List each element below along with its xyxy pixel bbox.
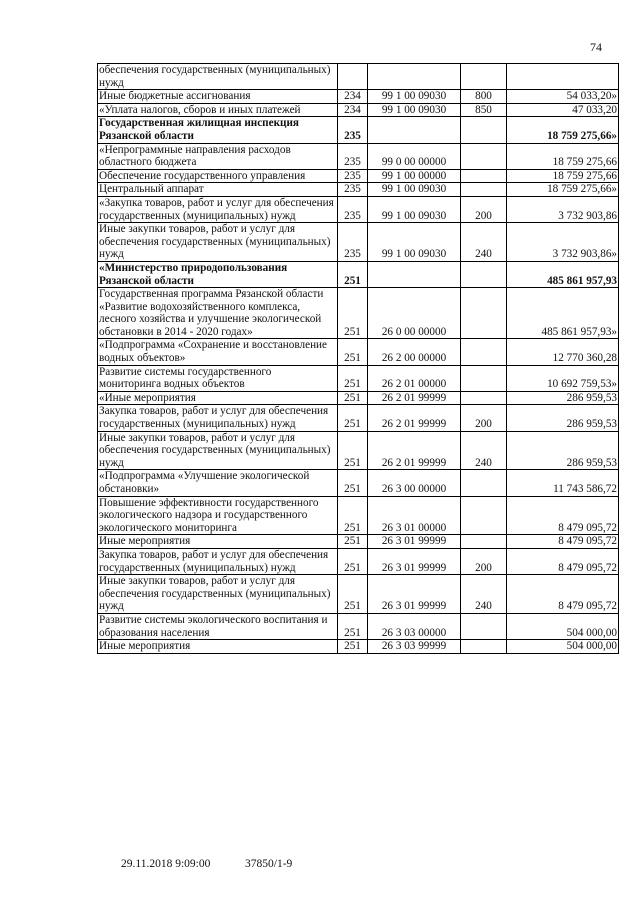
row-expense-type <box>461 64 507 90</box>
table-row <box>98 183 619 197</box>
row-name: Закупка товаров, работ и услуг для обеспечения государственных (муниципальных) нужд <box>98 405 338 431</box>
row-expense-type <box>461 640 507 654</box>
row-name: «Непрограммные направления расходов областного бюджета <box>98 143 338 169</box>
table-row <box>98 391 619 405</box>
row-sum: 286 959,53 <box>507 405 619 431</box>
row-name: обеспечения государственных (муниципальных) нужд <box>98 64 338 90</box>
row-expense-type <box>461 339 507 365</box>
table-row <box>98 339 619 365</box>
row-admin-code: 251 <box>338 431 368 470</box>
table-row <box>98 535 619 549</box>
table-row <box>98 365 619 391</box>
row-name: Развитие системы государственного мониторинга водных объектов <box>98 365 338 391</box>
row-expense-type: 240 <box>461 575 507 614</box>
row-admin-code: 251 <box>338 339 368 365</box>
row-target-code <box>368 261 461 287</box>
table-row <box>98 261 619 287</box>
row-name: Повышение эффективности государственного экологического надзора и государственного экологического мониторинга <box>98 496 338 535</box>
row-expense-type <box>461 613 507 639</box>
table-row <box>98 640 619 654</box>
row-sum: 18 759 275,66» <box>507 183 619 197</box>
table-row <box>98 196 619 222</box>
row-expense-type: 240 <box>461 431 507 470</box>
row-admin-code: 235 <box>338 117 368 143</box>
row-expense-type <box>461 117 507 143</box>
row-expense-type: 200 <box>461 548 507 574</box>
table-row <box>98 405 619 431</box>
row-expense-type <box>461 183 507 197</box>
table-row <box>98 575 619 614</box>
row-sum: 10 692 759,53» <box>507 365 619 391</box>
row-expense-type <box>461 261 507 287</box>
table-row <box>98 548 619 574</box>
table-row <box>98 613 619 639</box>
row-admin-code: 251 <box>338 288 368 339</box>
row-expense-type <box>461 535 507 549</box>
row-target-code: 26 2 01 99999 <box>368 431 461 470</box>
row-name: «Подпрограмма «Сохранение и восстановление водных объектов» <box>98 339 338 365</box>
table-row <box>98 223 619 262</box>
row-target-code: 99 1 00 09030 <box>368 183 461 197</box>
row-sum: 485 861 957,93» <box>507 288 619 339</box>
row-target-code: 99 1 00 09030 <box>368 90 461 104</box>
row-target-code: 99 1 00 09030 <box>368 103 461 117</box>
row-sum: 504 000,00 <box>507 613 619 639</box>
row-name: Иные закупки товаров, работ и услуг для обеспечения государственных (муниципальных) нужд <box>98 223 338 262</box>
row-admin-code: 251 <box>338 261 368 287</box>
row-name: «Иные мероприятия <box>98 391 338 405</box>
row-target-code: 26 3 03 00000 <box>368 613 461 639</box>
row-sum: 18 759 275,66 <box>507 143 619 169</box>
row-sum: 18 759 275,66» <box>507 117 619 143</box>
row-target-code: 26 2 01 99999 <box>368 391 461 405</box>
row-target-code: 99 1 00 09030 <box>368 223 461 262</box>
row-target-code <box>368 64 461 90</box>
row-name: Обеспечение государственного управления <box>98 169 338 183</box>
row-name: Центральный аппарат <box>98 183 338 197</box>
row-target-code: 26 3 01 99999 <box>368 575 461 614</box>
row-target-code <box>368 117 461 143</box>
row-admin-code <box>338 64 368 90</box>
row-sum: 3 732 903,86 <box>507 196 619 222</box>
row-target-code: 99 1 00 09030 <box>368 196 461 222</box>
row-target-code: 26 2 01 00000 <box>368 365 461 391</box>
row-target-code: 26 3 03 99999 <box>368 640 461 654</box>
row-admin-code: 251 <box>338 391 368 405</box>
row-name: «Уплата налогов, сборов и иных платежей <box>98 103 338 117</box>
row-expense-type <box>461 143 507 169</box>
row-sum: 47 033,20 <box>507 103 619 117</box>
row-name: Иные мероприятия <box>98 535 338 549</box>
row-expense-type <box>461 496 507 535</box>
row-admin-code: 251 <box>338 548 368 574</box>
row-target-code: 26 3 01 99999 <box>368 535 461 549</box>
row-target-code: 26 3 01 00000 <box>368 496 461 535</box>
row-name: Иные закупки товаров, работ и услуг для обеспечения государственных (муниципальных) нужд <box>98 431 338 470</box>
row-expense-type <box>461 470 507 496</box>
row-target-code: 26 3 01 99999 <box>368 548 461 574</box>
row-target-code: 26 2 00 00000 <box>368 339 461 365</box>
row-sum: 286 959,53 <box>507 391 619 405</box>
row-admin-code: 251 <box>338 535 368 549</box>
row-admin-code: 251 <box>338 470 368 496</box>
row-name: Иные мероприятия <box>98 640 338 654</box>
row-expense-type: 850 <box>461 103 507 117</box>
row-sum: 504 000,00 <box>507 640 619 654</box>
row-admin-code: 251 <box>338 575 368 614</box>
table-row <box>98 117 619 143</box>
row-sum: 3 732 903,86» <box>507 223 619 262</box>
budget-table <box>97 63 619 654</box>
row-expense-type <box>461 391 507 405</box>
row-name: «Министерство природопользования Рязанской области <box>98 261 338 287</box>
row-admin-code: 251 <box>338 365 368 391</box>
row-admin-code: 234 <box>338 90 368 104</box>
row-sum: 11 743 586,72 <box>507 470 619 496</box>
table-row <box>98 103 619 117</box>
row-admin-code: 235 <box>338 196 368 222</box>
table-row <box>98 431 619 470</box>
row-admin-code: 235 <box>338 223 368 262</box>
row-target-code: 99 1 00 00000 <box>368 169 461 183</box>
row-name: Иные закупки товаров, работ и услуг для обеспечения государственных (муниципальных) нужд <box>98 575 338 614</box>
page-number: 74 <box>590 40 602 54</box>
row-admin-code: 235 <box>338 143 368 169</box>
row-name: Развитие системы экологического воспитания и образования населения <box>98 613 338 639</box>
table-row <box>98 64 619 90</box>
row-admin-code: 235 <box>338 183 368 197</box>
row-sum: 8 479 095,72 <box>507 575 619 614</box>
row-expense-type <box>461 169 507 183</box>
table-row <box>98 470 619 496</box>
table-row <box>98 90 619 104</box>
row-expense-type: 200 <box>461 405 507 431</box>
table-row <box>98 143 619 169</box>
row-expense-type: 200 <box>461 196 507 222</box>
row-target-code: 26 0 00 00000 <box>368 288 461 339</box>
row-expense-type: 800 <box>461 90 507 104</box>
row-name: «Закупка товаров, работ и услуг для обеспечения государственных (муниципальных) нужд <box>98 196 338 222</box>
row-sum: 8 479 095,72 <box>507 496 619 535</box>
row-target-code: 26 2 01 99999 <box>368 405 461 431</box>
row-admin-code: 235 <box>338 169 368 183</box>
row-expense-type <box>461 288 507 339</box>
row-target-code: 26 3 00 00000 <box>368 470 461 496</box>
row-admin-code: 251 <box>338 613 368 639</box>
row-sum: 286 959,53 <box>507 431 619 470</box>
table-row <box>98 288 619 339</box>
table-row <box>98 169 619 183</box>
row-sum: 485 861 957,93 <box>507 261 619 287</box>
row-target-code: 99 0 00 00000 <box>368 143 461 169</box>
row-sum: 8 479 095,72 <box>507 535 619 549</box>
budget-table-body <box>98 64 619 654</box>
row-sum: 8 479 095,72 <box>507 548 619 574</box>
row-sum: 18 759 275,66 <box>507 169 619 183</box>
row-sum <box>507 64 619 90</box>
row-name: Государственная программа Рязанской области «Развитие водохозяйственного комплекса, лесного хозяйства и улучшение экологической обстановки в 2014 - 2020 годах» <box>98 288 338 339</box>
row-name: Иные бюджетные ассигнования <box>98 90 338 104</box>
row-admin-code: 251 <box>338 405 368 431</box>
footer-ref: 37850/1-9 <box>245 858 293 870</box>
row-admin-code: 251 <box>338 640 368 654</box>
row-admin-code: 251 <box>338 496 368 535</box>
row-expense-type: 240 <box>461 223 507 262</box>
row-name: «Подпрограмма «Улучшение экологической обстановки» <box>98 470 338 496</box>
table-row <box>98 496 619 535</box>
footer-date: 29.11.2018 9:09:00 <box>121 858 211 870</box>
row-sum: 54 033,20» <box>507 90 619 104</box>
row-name: Закупка товаров, работ и услуг для обеспечения государственных (муниципальных) нужд <box>98 548 338 574</box>
row-expense-type <box>461 365 507 391</box>
row-admin-code: 234 <box>338 103 368 117</box>
row-name: Государственная жилищная инспекция Рязанской области <box>98 117 338 143</box>
row-sum: 12 770 360,28 <box>507 339 619 365</box>
